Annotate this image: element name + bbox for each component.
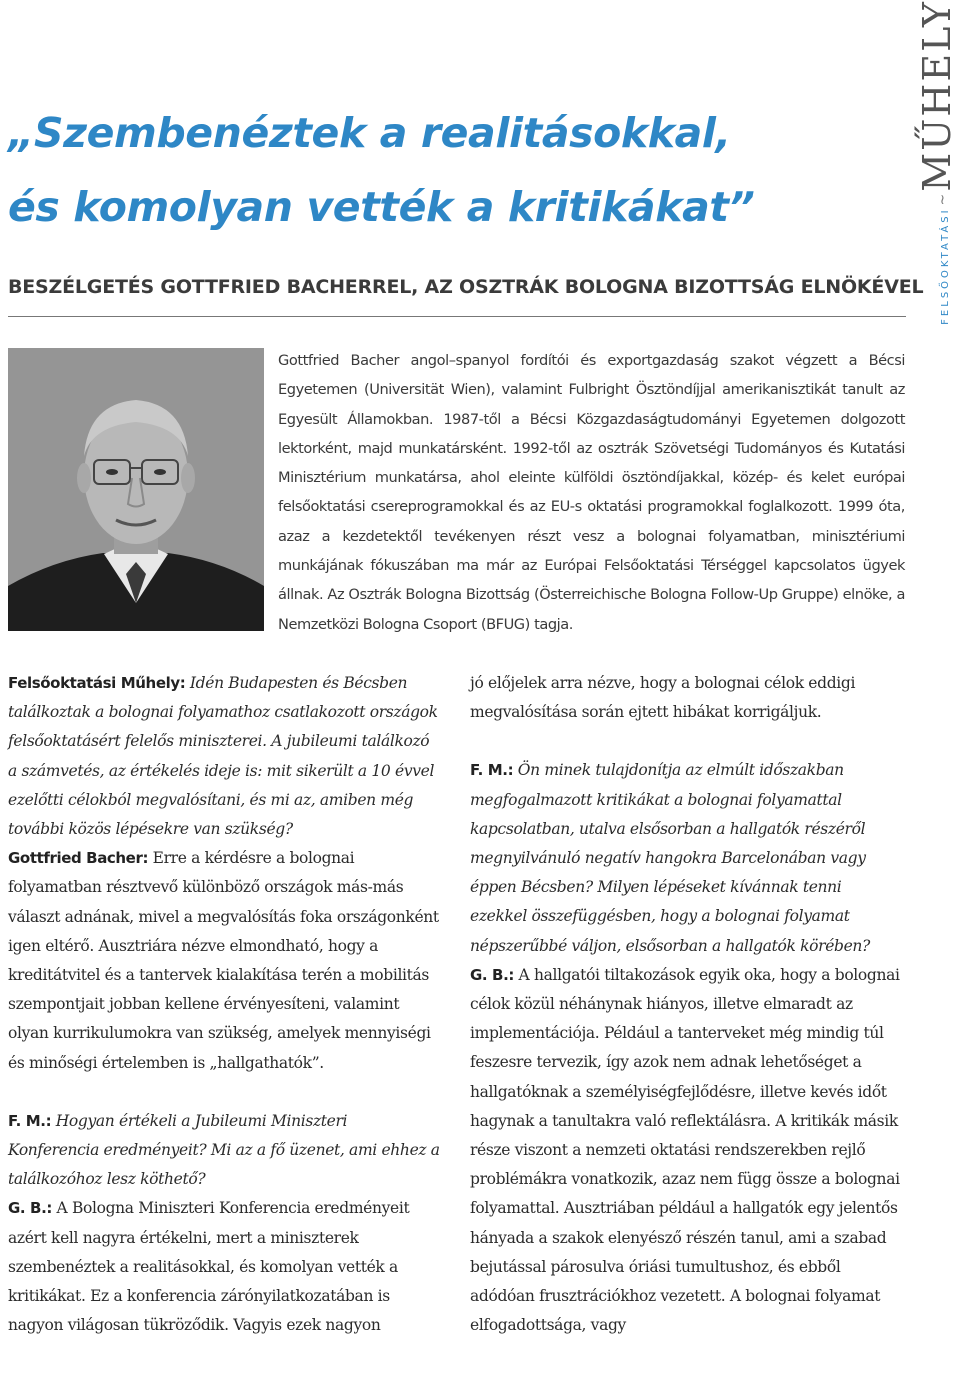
author-bio: Gottfried Bacher angol–spanyol fordítói és exportgazdaság szakot végzett a Bécsi Egyetemen (Universität Wien), valamint Fulbright Ösztöndíjjal amerikanisztikát tanult az Egyesült Államokban. 1987-től a Bécsi Közgazdaságtudományi Egyetemen dolgozott lektorként, majd munkatársként. 1992-től az osztrák Szövetségi Tudományos és Kutatási Minisztérium munkatársa, ahol eleinte külföldi ösztöndíjakkal, közép- és kelet európai felsőoktatási csereprogramokkal és az EU-s oktatási programokkal foglalkozott. 1999 óta, azaz a kezdetektől tevékenyen részt vesz a bolognai folyamatban, minisztériumi munkájának fókuszában ma már az Európai Felsőoktatási Térséggel kapcsolatos ügyek állnak. Az Osztrák Bologna Bizottság (Österreichische Bologna Follow-Up Gruppe) elnöke, a Nemzetközi Bologna Csoport (BFUG) tagja. <box>278 352 905 633</box>
answer-text: Erre a kérdésre a bolognai folyamatban résztvevő különböző országok más-más választ adnának, mivel a megvalósítás foka országonként igen eltérő. Ausztriára nézve elmondható, hogy a kreditátvitel és a tantervek kialakítása terén a mobilitás szempontjait jobban kellene érvényesíteni, valamint olyan kurrikulumokra van szükség, amelyek mennyiségi és minőségi értelemben is „hallgathatók”. <box>8 849 439 1072</box>
portrait-photo <box>8 348 264 631</box>
answer-text: A hallgatói tiltakozások egyik oka, hogy a bolognai célok közül néhánynak hiányos, illetve elmaradt az implementációja. Például a tanterveket még mindig túl feszesre tervezik, így azok nem adnak lehetőséget a hallgatóknak a személyiségfejlődésre, illetve kevés időt hagynak a tanultakra való reflektálásra. A kritikák másik része viszont a nemzeti oktatási rendszerekben rejlő problémákra vonatkozik, azaz nem függ össze a bolognai folyamattal. Ausztriában például a hallgatók egy jelentős hányada a szakok elenyésző részén tanul, ami a szabad bejutással párosulva óriási tumultushoz, és ebből adódóan frusztrációkhoz vezetett. A bolognai folyamat elfogadottsága, vagy <box>470 965 900 1335</box>
question-text: Hogyan értékeli a Jubileumi Miniszteri Konferencia eredményeit? Mi az a fő üzenet, ami ehhez a találkozóhoz lesz köthető? <box>8 1111 440 1189</box>
speaker-label: F. M.: <box>470 761 514 780</box>
title-line-2: és komolyan vették a kritikákat” <box>8 183 755 231</box>
question-paragraph <box>470 756 902 960</box>
paragraph-gap <box>8 1078 440 1107</box>
header-divider <box>8 316 906 317</box>
article-title <box>8 96 888 244</box>
journal-side-label <box>912 0 960 325</box>
interview-column-right <box>470 669 902 1340</box>
question-paragraph <box>8 669 440 844</box>
speaker-label: G. B.: <box>8 1199 52 1218</box>
answer-text: jó előjelek arra nézve, hogy a bolognai célok eddigi megvalósítása során ejtett hibákat korrigáljuk. <box>470 674 856 722</box>
answer-continuation <box>470 669 902 727</box>
side-label-small: FELSŐOKTATÁSI <box>940 207 951 325</box>
answer-text: A Bologna Miniszteri Konferencia eredményeit azért kell nagyra értékelni, mert a miniszterek szembenéztek a realitásokkal, és komolyan vették a kritikákat. Ez a konferencia zárónyilatkozatában is nagyon világosan tükröződik. Vagyis ezek nagyon <box>8 1199 410 1335</box>
question-paragraph <box>8 1107 440 1195</box>
article-subtitle: BESZÉLGETÉS GOTTFRIED BACHERREL, AZ OSZTRÁK BOLOGNA BIZOTTSÁG ELNÖKÉVEL <box>8 276 924 298</box>
side-label-big: MŰHELY <box>915 0 959 192</box>
paragraph-gap <box>470 727 902 756</box>
answer-paragraph <box>8 844 440 1078</box>
portrait-illustration <box>8 348 264 631</box>
answer-paragraph <box>8 1194 440 1340</box>
side-label-separator: ~ <box>935 193 951 206</box>
speaker-label: Felsőoktatási Műhely: <box>8 674 186 692</box>
answer-paragraph <box>470 961 902 1341</box>
interview-column-left <box>8 669 440 1340</box>
title-line-1: „Szembenéztek a realitásokkal, <box>8 109 731 157</box>
speaker-label: G. B.: <box>470 965 514 984</box>
question-text: Idén Budapesten és Bécsben találkoztak a bolognai folyamathoz csatlakozott országok felsőoktatásért felelős miniszterei. A jubileumi találkozó a számvetés, az értékelés ideje is: mit sikerült a 10 évvel ezelőtti célokból megvalósítani, és mi az, amiben még további közös lépésekre van szükség? <box>8 674 438 839</box>
speaker-label: F. M.: <box>8 1111 52 1130</box>
speaker-label: Gottfried Bacher: <box>8 849 149 868</box>
question-text: Ön minek tulajdonítja az elmúlt időszakban megfogalmazott kritikákat a bolognai folyamattal kapcsolatban, utalva elsősorban a hallgatók részéről megnyilvánuló negatív hangokra Barcelonában vagy éppen Bécsben? Milyen lépéseket kívánnak tenni ezekkel összefüggésben, hogy a bolognai folyamat népszerűbbé váljon, elsősorban a hallgatók körében? <box>470 761 871 955</box>
